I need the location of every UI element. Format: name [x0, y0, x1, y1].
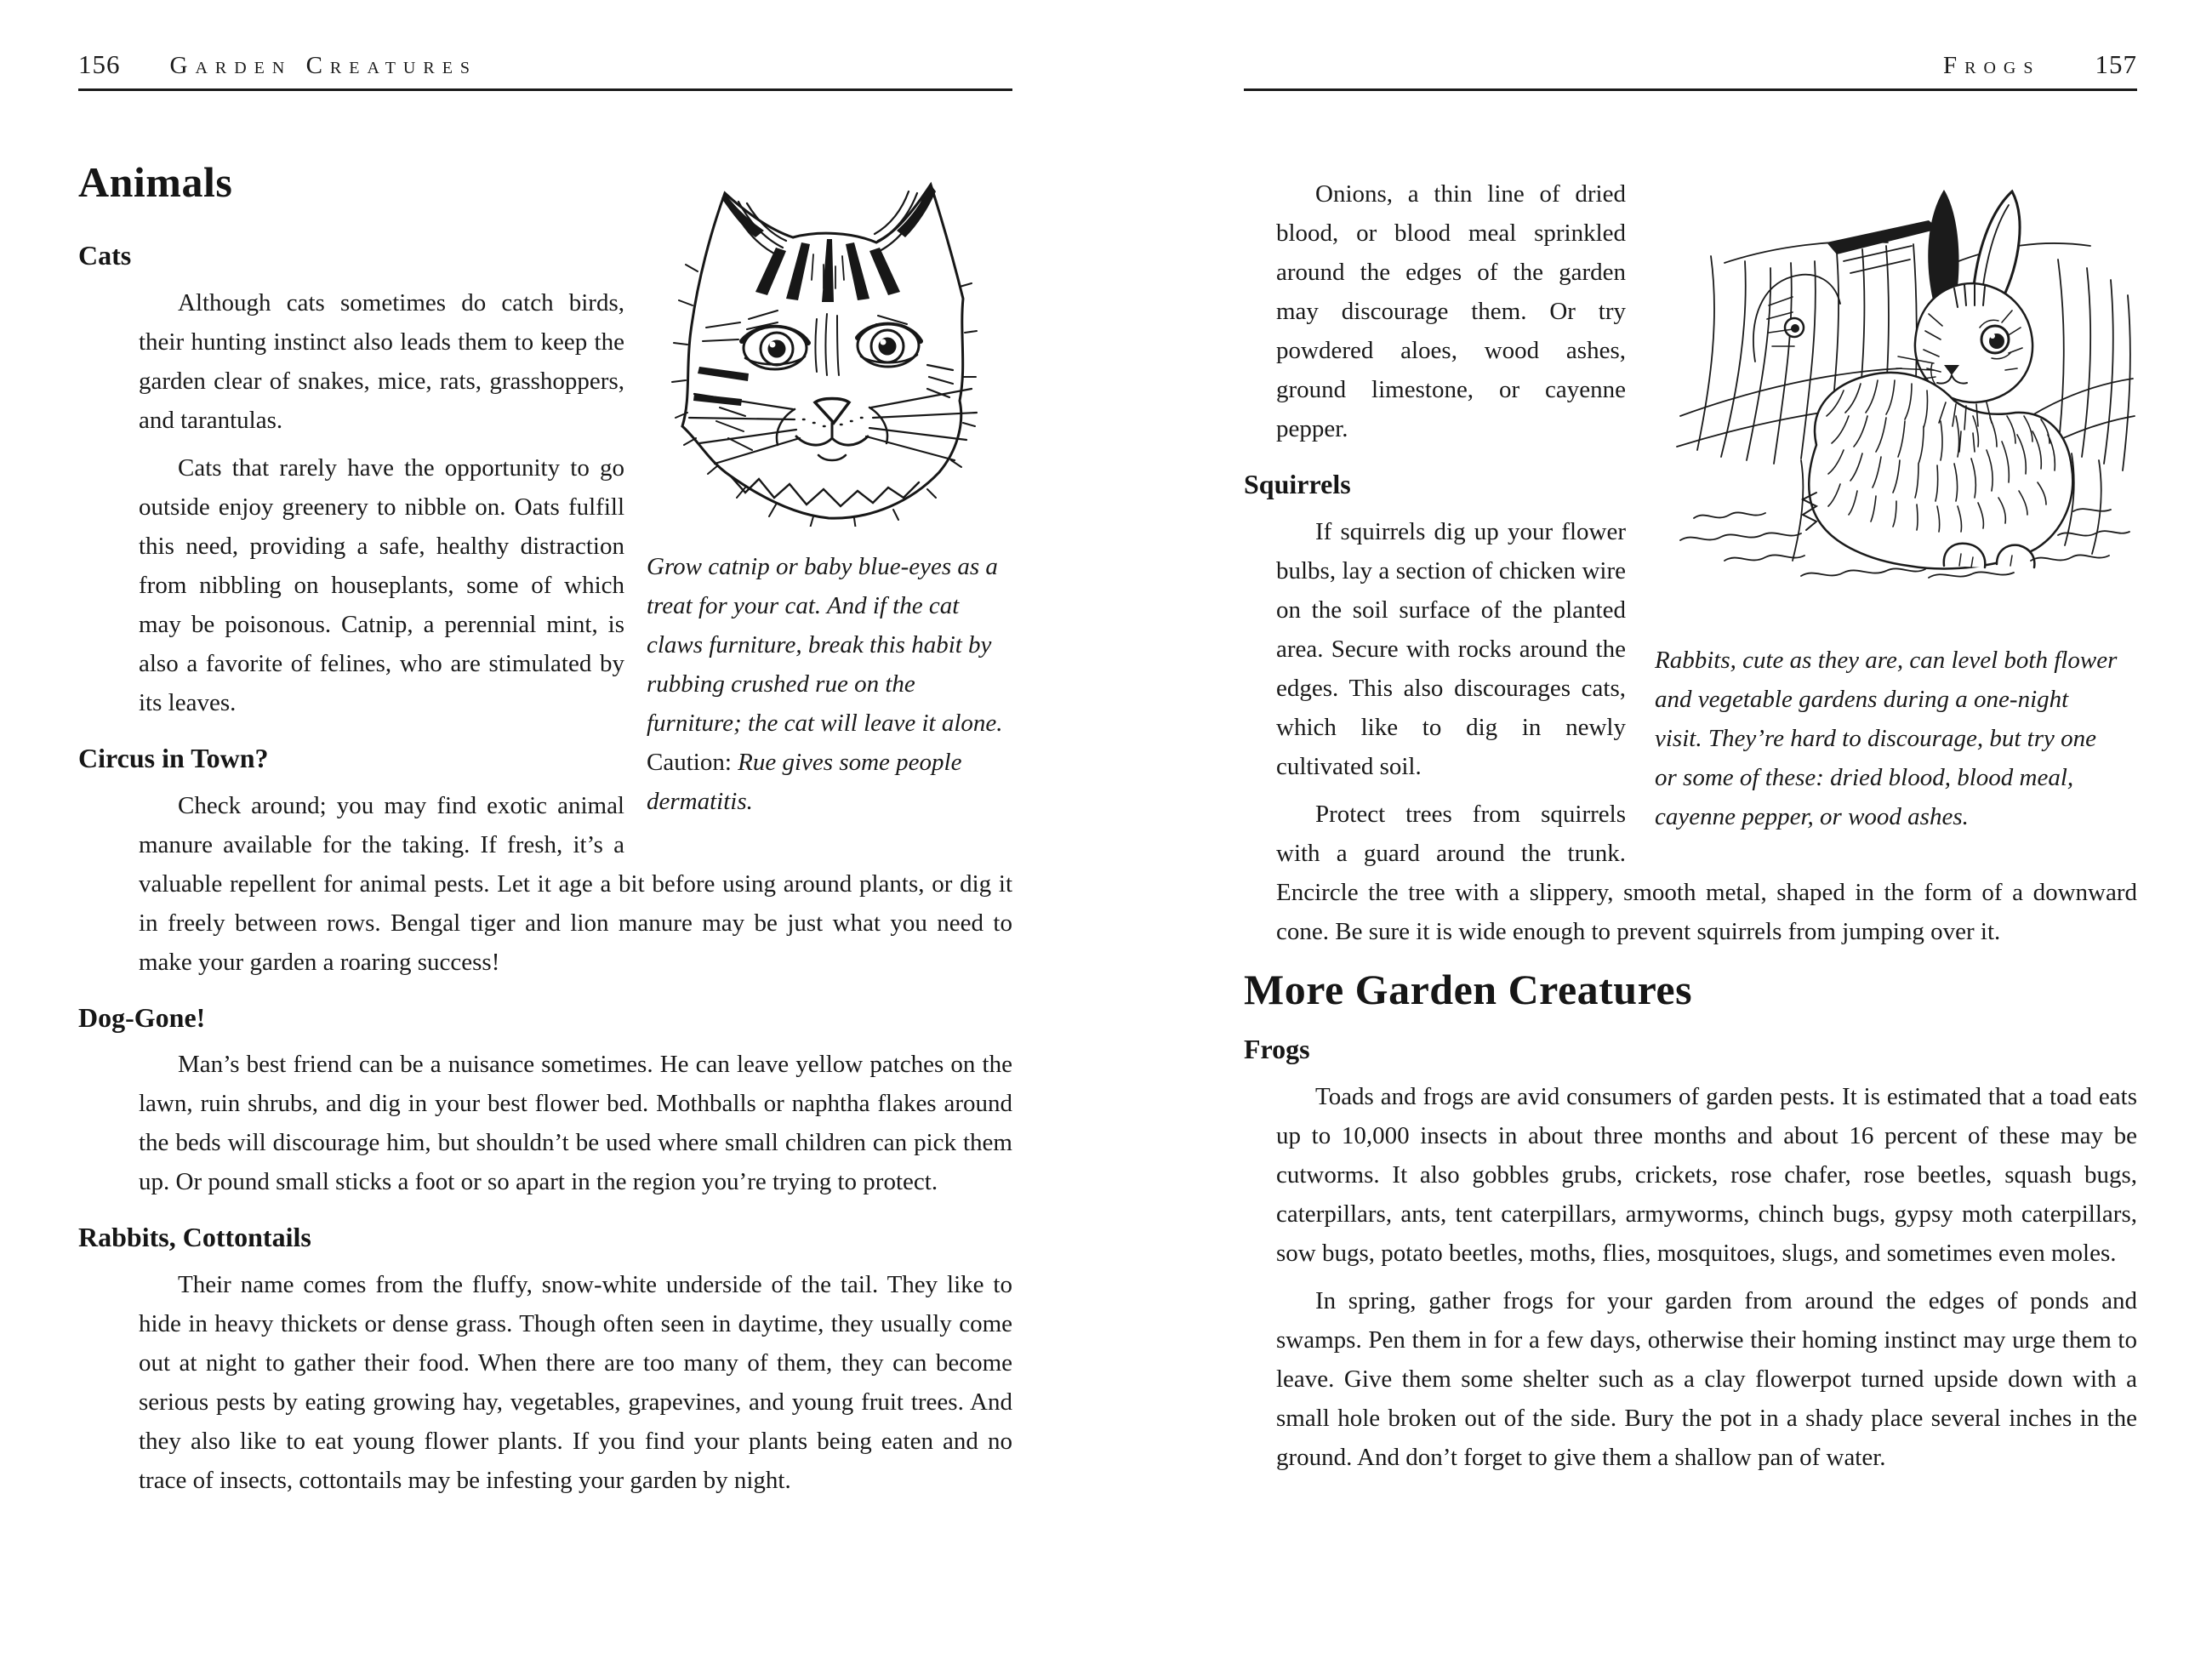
cat-caption — [647, 547, 1007, 821]
cats-paragraph-2: Cats that rarely have the opportunity to go outside enjoy greenery to nibble on. Oats fulfill this need, providing a safe, healthy distraction from nibbling on houseplants, some of which may be poisonous. Catnip, a perennial mint, is also a favorite of felines, who are stimulated by its leaves. — [139, 453, 624, 716]
more-garden-creatures-title: More Garden Creatures — [1244, 965, 1693, 1013]
circus-paragraph: Check around; you may find exotic animal manure available for the taking. If fresh, it’s a valuable repellent for animal pests. Let it age a bit before using around plants, or dig it in freely between rows. Bengal tiger and lion manure may be just what you need to make your garden a roaring success! — [139, 791, 1012, 976]
frogs-paragraph-2: In spring, gather frogs for your garden from around the edges of ponds and swamps. Pen them in for a few days, otherwise their homing instinct may urge them to leave. Give them some shelter such as a clay flowerpot turned upside down with a small hole broken out of the side. Bury the pot in a shady place several inches in the ground. And don’t forget to give them a shallow pan of water. — [1276, 1286, 2137, 1471]
dog-gone-paragraph: Man’s best friend can be a nuisance sometimes. He can leave yellow patches on the lawn, ruin shrubs, and dig in your best flower bed. Mothballs or naphtha flakes around the beds will discourage him, but shouldn’t be used where small children can pick them up. Or pound small sticks a foot or so apart in the region you’re trying to protect. — [139, 1051, 1012, 1196]
dog-gone-heading: Dog-Gone! — [78, 1001, 206, 1033]
cat-caption-roman: Caution: — [647, 749, 738, 776]
squirrels-paragraph-2: Protect trees from squirrels with a guard around the trunk. Encircle the tree with a slippery, smooth metal, shaped in the form of a downward cone. Be sure it is wide enough to prevent squirrels from jumping over it. — [1276, 800, 2137, 945]
right-page — [1244, 49, 2137, 1485]
cats-paragraph-1: Although cats sometimes do catch birds, their hunting instinct also leads them to keep the garden clear of snakes, mice, rats, grasshoppers, and tarantulas. — [139, 288, 624, 434]
cat-figure — [647, 152, 1012, 847]
left-running-head: Garden Creatures — [169, 52, 478, 79]
rabbit-caption: Rabbits, cute as they are, can level both flower and vegetable gardens during a one-night visit. They’re hard to discourage, but try one or some of these: dried blood, blood meal, cayenne pepper, or wood ashes. — [1655, 647, 2118, 830]
rabbit-figure — [1648, 161, 2137, 853]
left-page-header — [78, 49, 1012, 91]
left-page-number: 156 — [78, 49, 121, 79]
cats-heading: Cats — [78, 240, 132, 271]
circus-heading: Circus in Town? — [78, 742, 269, 773]
onions-paragraph: Onions, a thin line of dried blood, or blood meal sprinkled around the edges of the garden may discourage them. Or try powdered aloes, wood ashes, ground limestone, or cayenne pepper. — [1276, 180, 1626, 442]
rabbits-paragraph: Their name comes from the fluffy, snow-white underside of the tail. They like to hide in heavy thickets or dense grass. Though often seen in daytime, they usually come out at night to gather their food. When there are too many of them, they can become serious pests by eating growing hay, vegetables, grapevines, and young fruit trees. And they also like to eat young flower plants. If you find your plants being eaten and no trace of insects, cottontails may be infesting your garden by night. — [139, 1271, 1012, 1495]
right-running-head: Frogs — [1943, 52, 2041, 79]
animals-title: Animals — [78, 158, 233, 206]
left-page — [78, 49, 1012, 1508]
cat-illustration — [647, 152, 1012, 527]
rabbits-heading: Rabbits, Cottontails — [78, 1222, 311, 1253]
frogs-heading: Frogs — [1244, 1033, 1310, 1064]
cat-caption-italic-1: Grow catnip or baby blue-eyes as a treat for your cat. And if the cat claws furniture, break this habit by rubbing crushed rue on the furniture; the cat will leave it alone. — [647, 553, 1003, 737]
squirrels-paragraph-1: If squirrels dig up your flower bulbs, lay a section of chicken wire on the soil surface of the planted area. Secure with rocks around the edges. This also discourages cats, which like to dig in newly cultivated soil. — [1276, 517, 1626, 780]
cat-caption-italic-2: Rue gives some people dermatitis. — [647, 749, 962, 815]
right-page-header — [1244, 49, 2137, 91]
squirrels-heading: Squirrels — [1244, 469, 1351, 499]
right-page-number: 157 — [2095, 49, 2137, 79]
frogs-paragraph-1: Toads and frogs are avid consumers of garden pests. It is estimated that a toad eats up to 10,000 insects in about three months and about 16 percent of these may be cutworms. It also gobbles grubs, crickets, rose chafer, rose beetles, squash bugs, caterpillars, ants, tent caterpillars, armyworms, chinch bugs, gypsy moth caterpillars, sow bugs, potato beetles, moths, flies, mosquitoes, slugs, and sometimes even moles. — [1276, 1082, 2137, 1267]
rabbit-illustration — [1673, 161, 2137, 586]
